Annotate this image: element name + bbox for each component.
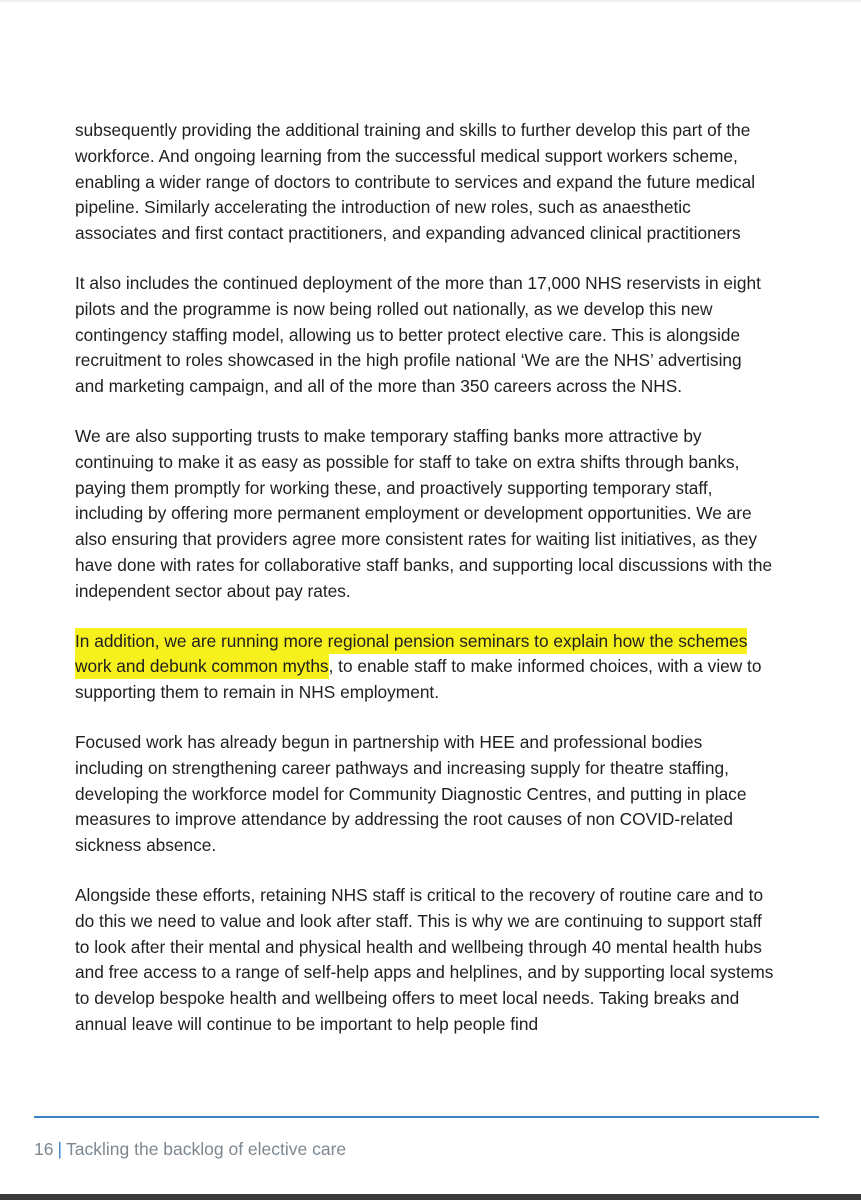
paragraph-staffing-banks: We are also supporting trusts to make temporary staffing banks more attractive by continuing to make it as easy as possible for staff to take on extra shifts through banks, paying them promptly for working these, and proactively supporting temporary staff, including by offering more permanent employment or development opportunities. We are also ensuring that providers agree more consistent rates for waiting list initiatives, as they have done with rates for collaborative staff banks, and supporting local discussions with the independent sector about pay rates. xyxy=(75,425,773,601)
paragraph-training: subsequently providing the additional training and skills to further develop this part of the workforce. And ongoing learning from the successful medical support workers scheme, enabling a wider range of doctors to contribute to services and expand the future medical pipeline. Similarly accelerating the introduction of new roles, such as anaesthetic associates and first contact practitioners, and expanding advanced clinical practitioners xyxy=(75,120,756,244)
page-number: 16 xyxy=(34,1139,54,1159)
footer-separator: | xyxy=(57,1139,63,1159)
page-top-edge xyxy=(0,0,861,2)
paragraph-pension-rest: , to enable staff to make informed choices, with a view to supporting them to remain in NHS employment. xyxy=(75,656,762,703)
paragraph-focused-work: Focused work has already begun in partnership with HEE and professional bodies including on strengthening career pathways and increasing supply for theatre staffing, developing the workforce model for Community Diagnostic Centres, and putting in place measures to improve attendance by addressing the root causes of non COVID-related sickness absence. xyxy=(75,731,747,856)
paragraph-retaining-staff: Alongside these efforts, retaining NHS staff is critical to the recovery of routine care and to do this we need to value and look after staff. This is why we are continuing to support staff to look after their mental and physical health and wellbeing through 40 mental health hubs and free access to a range of self-help apps and helplines, and by supporting local systems to develop bespoke health and wellbeing offers to meet local needs. Taking breaks and annual leave will continue to be important to help people find xyxy=(75,884,774,1034)
viewer-bottom-bar xyxy=(0,1194,861,1200)
page-footer xyxy=(34,1139,346,1160)
paragraph-reservists: It also includes the continued deployment of the more than 17,000 NHS reservists in eight pilots and the programme is now being rolled out nationally, as we develop this new contingency staffing model, allowing us to better protect elective care. This is alongside recruitment to roles showcased in the high profile national ‘We are the NHS’ advertising and marketing campaign, and all of the more than 350 careers across the NHS. xyxy=(75,272,761,397)
paragraph-pension-seminars xyxy=(75,629,775,706)
footer-rule xyxy=(34,1116,819,1118)
document-title: Tackling the backlog of elective care xyxy=(66,1139,347,1159)
document-body xyxy=(75,118,775,1062)
highlighted-text: In addition, we are running more regional pension seminars to explain how the schemes work and debunk common myths xyxy=(75,628,747,680)
